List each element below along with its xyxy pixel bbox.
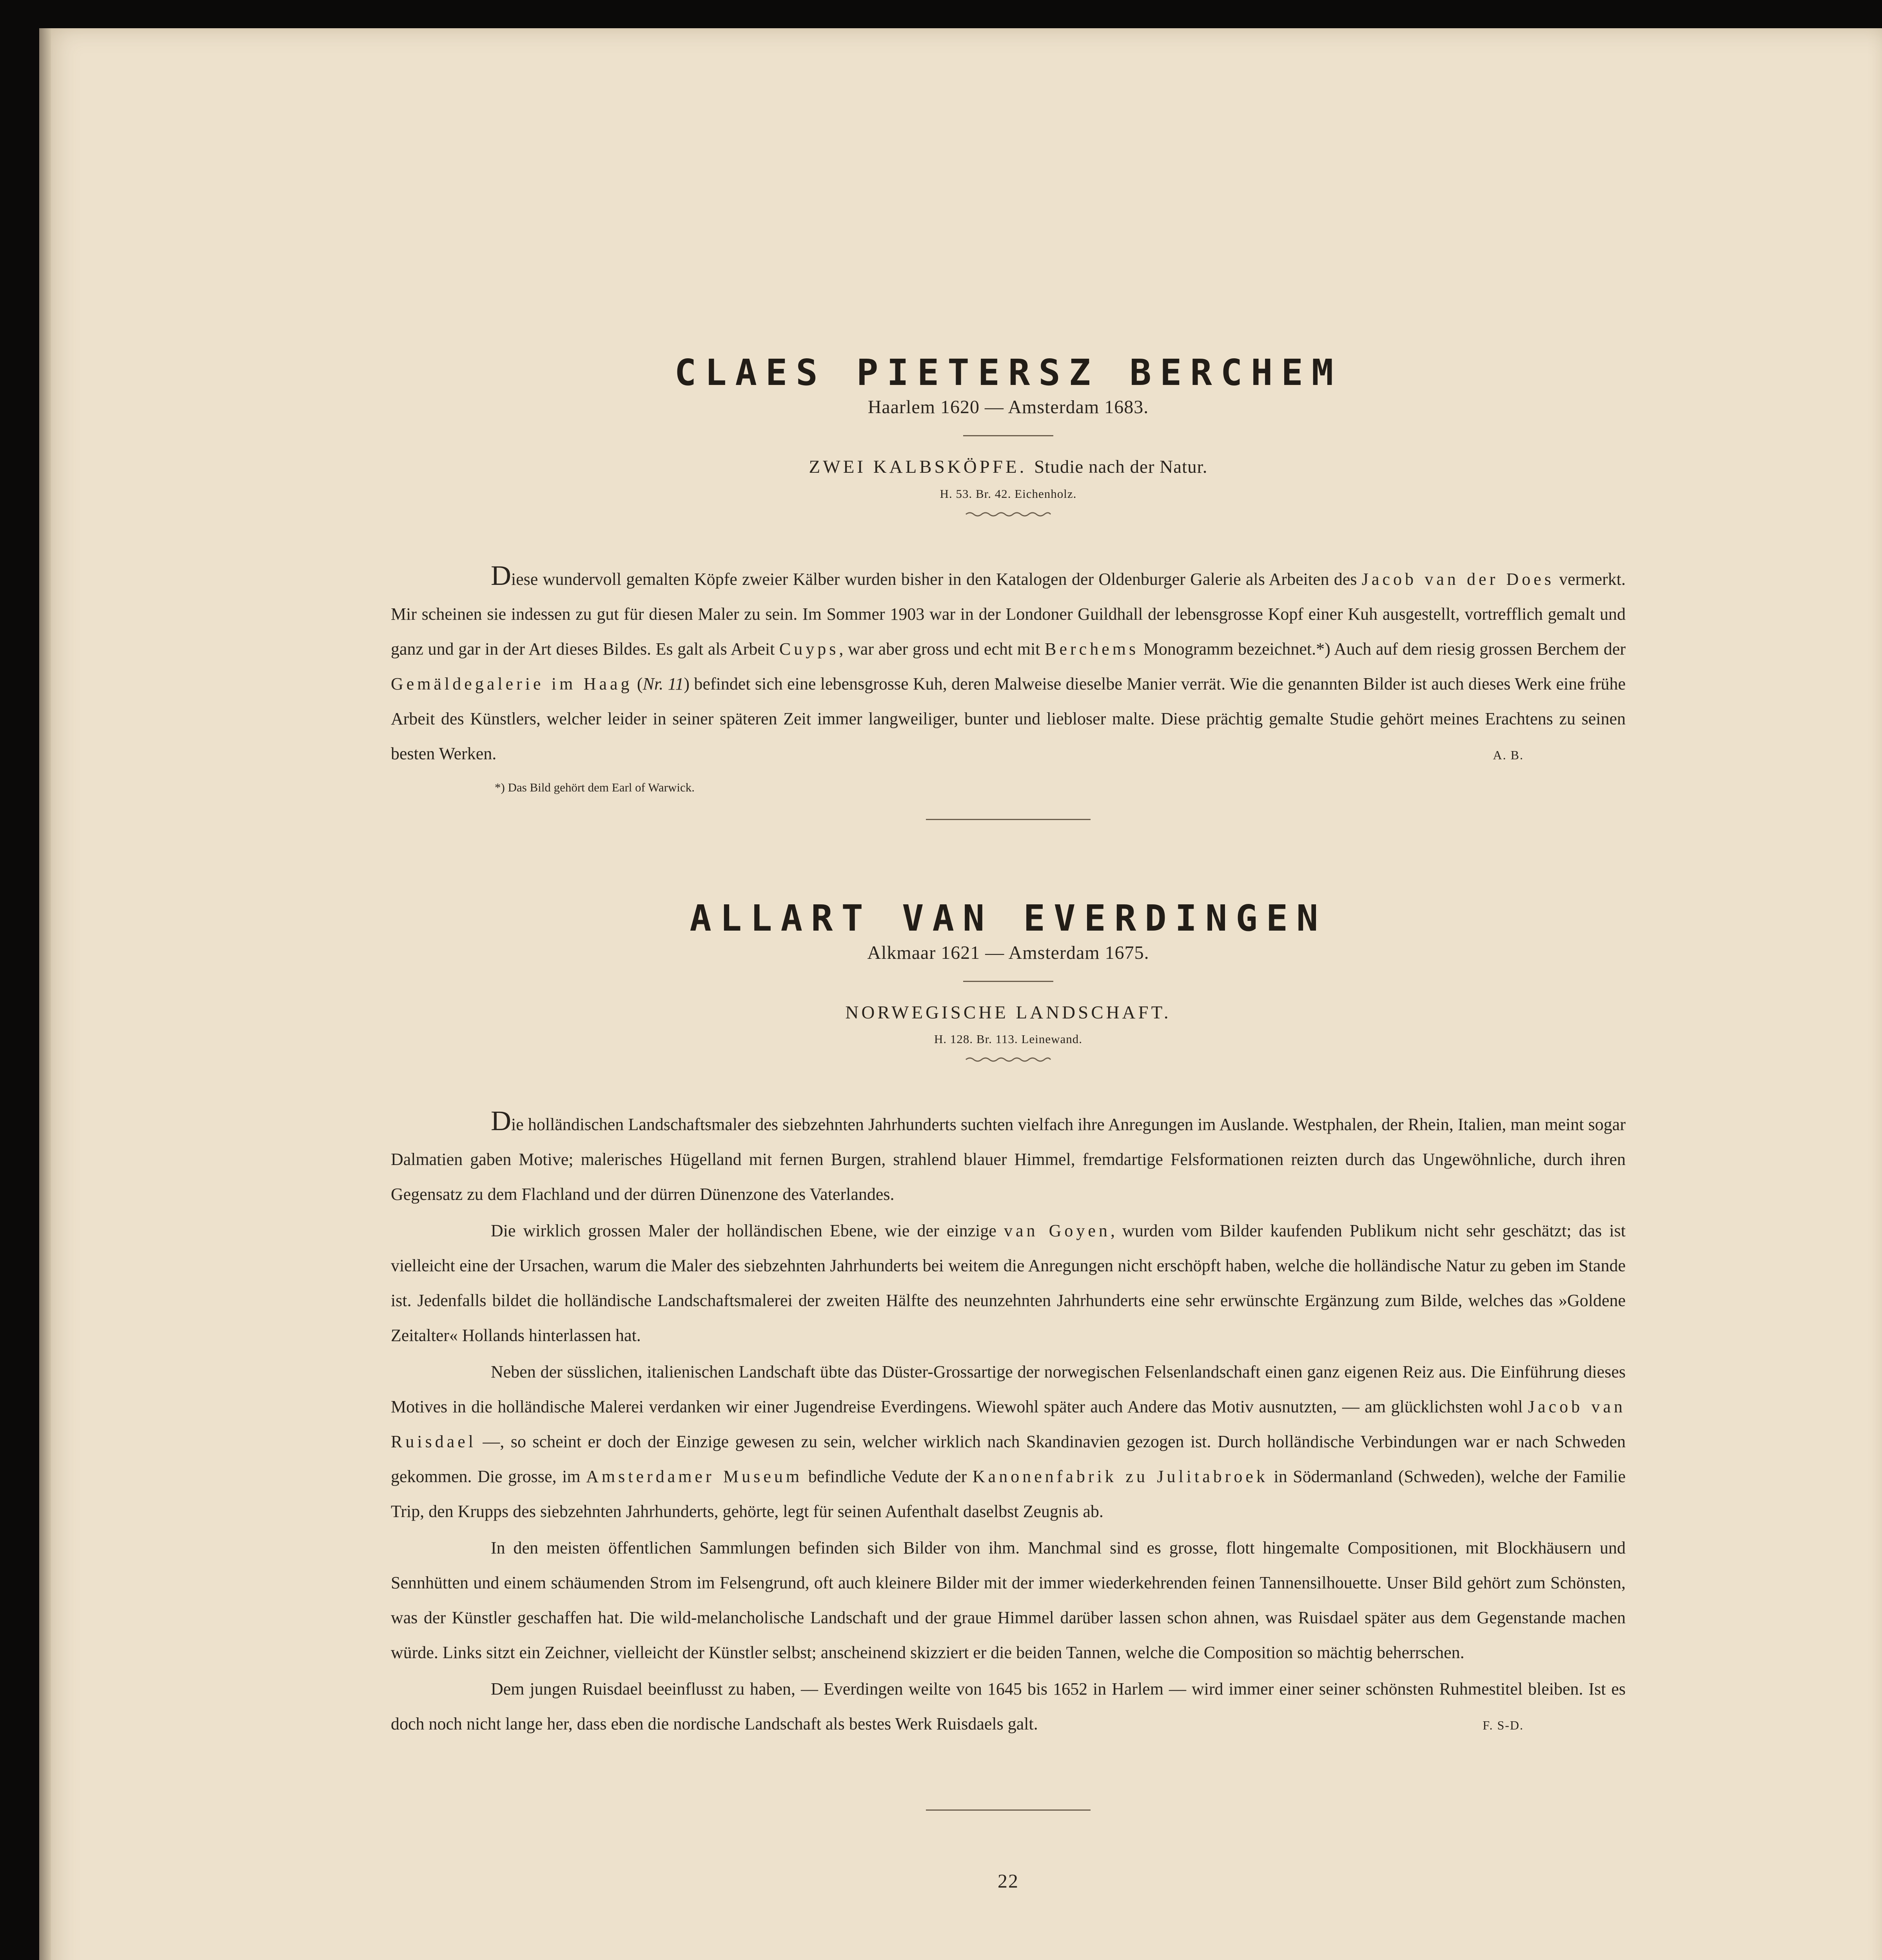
text-run: iese wundervoll gemalten Köpfe zweier Kälber wurden bisher in den Katalogen der Oldenburger Galerie als Arbeiten des xyxy=(511,569,1362,589)
spaced-name: Jacob van der Does xyxy=(1361,569,1554,589)
paragraph xyxy=(391,561,1626,771)
paragraph xyxy=(391,1213,1626,1353)
text-run: ) befindet sich eine lebensgrosse Kuh, deren Malweise dieselbe Manier verrät. Wie die genannten Bilder ist auch dieses Werk eine frühe Arbeit des Künstlers, welcher leider in seiner späteren Zeit immer langweiliger, bunter und liebloser malte. Diese prächtig gemalte Studie gehört meines Erachtens zu seinen besten Werken. xyxy=(391,674,1626,763)
spaced-name: Amsterdamer Museum xyxy=(586,1467,803,1486)
spaced-name: Berchems xyxy=(1045,639,1139,659)
drop-cap: D xyxy=(491,559,511,591)
section-divider xyxy=(926,819,1091,820)
footnote: *) Das Bild gehört dem Earl of Warwick. xyxy=(495,780,695,794)
section-title: ALLART VAN EVERDINGEN xyxy=(690,897,1327,939)
italic-ref: Nr. 11 xyxy=(642,674,684,693)
paragraph xyxy=(391,1107,1626,1212)
binding-edge xyxy=(39,28,51,1960)
section-everdingen xyxy=(391,898,1626,1893)
text-run: , wurden vom Bilder kaufenden Publikum nicht sehr geschätzt; das ist vielleicht eine der Ursachen, warum die Maler des siebzehnten Jahrhunderts bei weitem die Anregungen nicht erschöpft haben, welche die holländische Natur zu geben im Stande ist. Jedenfalls bildet die holländische Landschaftsmalerei der zweiten Hälfte des neunzehnten Jahrhunderts eine sehr erwünschte Ergänzung zum Bilde, welches das »Goldene Zeitalter« Hollands hinterlassen hat. xyxy=(391,1221,1626,1345)
spaced-name: Kanonenfabrik zu Julitabroek xyxy=(972,1467,1268,1486)
section-berchem xyxy=(391,353,1626,820)
section-title: CLAES PIETERSZ BERCHEM xyxy=(674,352,1342,394)
text-run: Dem jungen Ruisdael beeinflusst zu haben, — Everdingen weilte von 1645 bis 1652 in Harlem — wird immer einer seiner schönsten Ruhmestitel bleiben. Ist es doch noch nicht lange her, dass eben die nordische Landschaft als bestes Werk Ruisdaels galt. xyxy=(391,1679,1626,1734)
work-dimensions: H. 128. Br. 113. Leinewand. xyxy=(934,1032,1082,1046)
work-title: NORWEGISCHE LANDSCHAFT. xyxy=(845,1002,1171,1023)
life-dates: Alkmaar 1621 — Amsterdam 1675. xyxy=(867,942,1149,964)
work-title-text: ZWEI KALBSKÖPFE. xyxy=(809,457,1027,477)
text-run: ( xyxy=(632,674,643,693)
text-run: ie holländischen Landschaftsmaler des siebzehnten Jahrhunderts suchten vielfach ihre Anregungen im Auslande. Westphalen, der Rhein, Italien, man meint sogar Dalmatien gaben Motive; malerisches Hügelland mit fernen Burgen, strahlend blauer Himmel, fremdartige Felsformationen reizten durch das Ungewöhnliche, durch ihren Gegensatz zu dem Flachland und der dürren Dünenzone des Vaterlandes. xyxy=(391,1115,1626,1204)
text-run: Neben der süsslichen, italienischen Landschaft übte das Düster-Grossartige der norwegischen Felsenlandschaft einen ganz eigenen Reiz aus. Die Einführung dieses Motives in die holländische Malerei verdanken wir einer Jugendreise Everdingens. Wiewohl später auch Andere das Motiv ausnutzten, — am glücklichsten wohl xyxy=(391,1362,1626,1417)
page-number: 22 xyxy=(998,1870,1019,1892)
body-text xyxy=(391,561,1626,773)
page-content xyxy=(391,353,1626,1892)
body-text xyxy=(391,1107,1626,1743)
spaced-name: Cuyps xyxy=(779,639,839,659)
text-run: in Södermanland (Schweden), welche der Familie Trip, den Krupps des siebzehnten Jahrhunderts, gehörte, legt für seinen Aufenthalt daselbst Zeugnis ab. xyxy=(391,1467,1626,1521)
text-run: , war aber gross und echt mit xyxy=(839,639,1045,659)
ornament-squiggle xyxy=(965,510,1051,518)
text-run: vermerkt. Mir scheinen sie indessen zu gut für diesen Maler zu sein. Im Sommer 1903 war in der Londoner Guildhall der lebensgrosse Kopf einer Kuh ausgestellt, vortrefflich gemalt und ganz und gar in der Art dieses Bildes. Es galt als Arbeit xyxy=(391,569,1626,659)
text-run: befindliche Vedute der xyxy=(802,1467,973,1486)
ornament-squiggle xyxy=(965,1056,1051,1063)
section-divider xyxy=(926,1809,1091,1811)
author-signature: F. S-D. xyxy=(1483,1718,1524,1733)
divider xyxy=(963,981,1053,982)
text-run: Monogramm bezeichnet.*) Auch auf dem riesig grossen Berchem der xyxy=(1139,639,1626,659)
paragraph xyxy=(391,1671,1626,1741)
work-title xyxy=(391,456,1626,478)
author-signature: A. B. xyxy=(1493,748,1524,762)
paragraph: In den meisten öffentlichen Sammlungen befinden sich Bilder von ihm. Manchmal sind es grosse, flott hingemalte Compositionen, mit Blockhäusern und Sennhütten und einem schäumenden Strom im Felsengrund, oft auch kleinere Bilder mit der immer wiederkehrenden feinen Tannensilhouette. Unser Bild gehört zum Schönsten, was der Künstler geschaffen hat. Die wild-melancholische Landschaft und der graue Himmel darüber lassen schon ahnen, was Ruisdael später aus dem Gegenstande machen würde. Links sitzt ein Zeichner, vielleicht der Künstler selbst; anscheinend skizziert er die beiden Tannen, welche die Composition so mächtig beherrschen. xyxy=(391,1538,1626,1662)
text-run: —, so scheint er doch der Einzige gewesen zu sein, welcher wirklich nach Skandinavien gezogen ist. Durch holländische Verbindungen war er nach Schweden gekommen. Die grosse, im xyxy=(391,1432,1626,1486)
spaced-name: Jacob van Ruisdael xyxy=(391,1397,1626,1452)
work-dimensions: H. 53. Br. 42. Eichenholz. xyxy=(940,486,1077,501)
drop-cap: D xyxy=(491,1105,511,1137)
work-subtitle: Studie nach der Natur. xyxy=(1034,457,1208,477)
spaced-name: van Goyen xyxy=(1004,1221,1111,1241)
spaced-name: Gemäldegalerie im Haag xyxy=(391,674,633,693)
text-run: Die wirklich grossen Maler der holländischen Ebene, wie der einzige xyxy=(491,1221,1004,1241)
divider xyxy=(963,435,1053,436)
life-dates: Haarlem 1620 — Amsterdam 1683. xyxy=(867,397,1149,418)
paragraph xyxy=(391,1354,1626,1529)
